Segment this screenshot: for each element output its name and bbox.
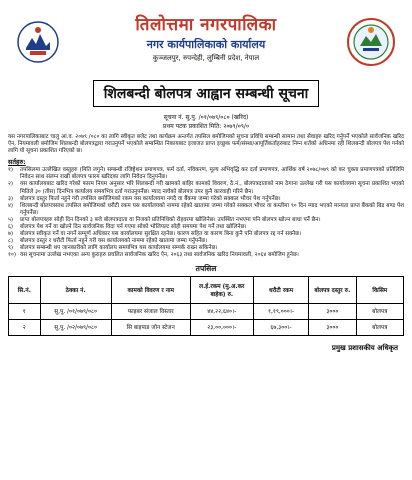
office-address: कुञ्जलपुर, रुपन्देही, लुम्बिनी प्रदेश, नेपाल	[152, 54, 260, 62]
conditions-list	[8, 167, 404, 259]
col-header-contract-no: ठेक्का नं.	[40, 276, 111, 303]
municipality-logo-icon	[346, 16, 396, 68]
condition-number: ५)	[8, 216, 14, 223]
schedule-title: तपसिल	[195, 263, 217, 273]
condition-number: ६)	[8, 224, 14, 231]
col-header-estimate: ल.ई.रकम (मु.अ.कर बाहेक) रु.	[190, 276, 253, 303]
cell-description: सि बाइपाड जोन स्टेजन	[111, 319, 190, 335]
condition-item	[8, 217, 404, 224]
intro-paragraph: यस नगरपालिकाबाट चालु आ.व. २०७९ /०८० का लागि स्वीकृत बजेट तथा कार्यक्रम अन्तर्गत तपसिल बमोजिमको सूचना प्रविधि सम्बन्धी सामान तथा सेवाहरु खरिद गर्नुपर्ने भएकोले सार्वजनिक खरिद ऐन, नियमावली बमोजिम शिलबन्दी बोलपत्रद्वारा गराउनुपर्ने भएकोले सम्बन्धित निकायबाट इजाजत प्राप्त इच्छुक फर्म/संस्था/आपूर्तिकर्ताहरुबाट निम्न शर्तको अधिनमा रही शिलबन्दी बोलपत्र पेश गर्नको लागि यो सूचना प्रकाशित गरिएको छ।	[8, 134, 404, 155]
cell-fee: ३०००	[309, 303, 356, 319]
schedule-table	[8, 276, 404, 336]
office-name: नगर कार्यपालिकाको कार्यालय	[146, 38, 266, 51]
cell-contract-no: सु.पु. /०२/०७९/०८०	[40, 319, 111, 335]
nepal-emblem-icon	[16, 20, 60, 64]
condition-item	[8, 252, 404, 259]
cell-type: बोलपत्र	[356, 303, 403, 319]
cell-deposit: ६७,३००।-	[253, 319, 308, 335]
cell-estimate: ४४,२२,६४०।-	[190, 303, 253, 319]
condition-number: ३)	[8, 195, 14, 202]
cell-description: फाइबर संजाल विस्तार	[111, 303, 190, 319]
condition-number: ९)	[8, 245, 14, 252]
col-header-deposit: धरौटी रकम	[253, 276, 308, 303]
notice-number: सूचना नं. सु.पु. /०१/०७९/०८० (खरिद)	[163, 114, 249, 121]
col-header-description: कामको विवरण र नाम	[111, 276, 190, 303]
condition-text: प्राप्त बोलपत्रहरु सोही दिन दिनको ३ बजे बोलपत्रदाता वा निजको प्रतिनिधिको रोहवरमा खोलिनेछ। उपस्थित नभएमा पनि बोलपत्र खोल्न बाधा पर्ने छैन।	[20, 216, 321, 223]
condition-number: ४)	[8, 202, 14, 209]
condition-number: १०)	[8, 252, 16, 259]
condition-item	[8, 196, 404, 203]
cell-deposit: १,१९,०००।-	[253, 303, 308, 319]
condition-text: बोलपत्र दस्तुर र धरौटी फिर्ता नहुने गरी यस कार्यालयको नाममा रहेको खातामा जम्मा गर्नुपर्नेछ।	[20, 238, 208, 245]
cell-type: बोलपत्र	[356, 319, 403, 335]
condition-number: ८)	[8, 238, 14, 245]
table-row	[9, 319, 404, 335]
condition-text: बोलपत्र पेश गर्ने वा खोल्ने दिन सार्वजनिक विदा पर्न गएमा सोको भोलिपल्ट सोही समयमा पेश गर्ने तथा खोलिनेछ।	[20, 224, 247, 231]
condition-text: यस सूचनामा उल्लेख नभएका अन्य कुराहरु प्रचलित सार्वजनिक खरिद ऐन, २०६३ तथा सार्वजनिक खरिद नियमावली, २०६४ बमोजिम हुनेछ।	[20, 252, 299, 259]
cell-fee: ३०००	[309, 319, 356, 335]
cell-sn: १	[9, 303, 41, 319]
condition-text: बोलपत्र दस्तुर फिर्ता नहुने गरी तपसिल बमोजिमको रकम यस कार्यालयमा नगदै वा बैंकमा जम्मा गरेको सक्कल भौचर पेश गर्नुपर्नेछ।	[20, 195, 281, 202]
col-header-type: किसिम	[356, 276, 403, 303]
col-header-fee: बोलपत्र दस्तुर रु.	[309, 276, 356, 303]
notice-title: शिलबन्दी बोलपत्र आह्वान सम्बन्धी सूचना	[93, 80, 320, 107]
cell-contract-no: सु.पु. /०१/०७९/०८०	[40, 303, 111, 319]
notice-meta	[8, 113, 404, 131]
condition-number: २)	[8, 181, 14, 188]
cell-estimate: २३,००,०००।-	[190, 319, 253, 335]
letterhead	[8, 12, 404, 78]
condition-item	[8, 167, 404, 181]
table-header-row	[9, 276, 404, 303]
condition-text: बोलपत्र सम्बन्धी थप जानकारीको लागि कार्यालय समयभित्र यस कार्यालयमा सम्पर्क राख्न सकिनेछ।	[20, 245, 218, 252]
condition-number: ७)	[8, 231, 14, 238]
signatory-title: प्रमुख प्रशासकीय अधिकृत	[331, 343, 398, 352]
condition-text: तपसिलमा उल्लेखित वस्तुहरु (मिति लगुने) सम्बन्धी रजिष्ट्रेशन प्रमाणपत्र, फर्म दर्ता, नविकरण, मूल्य अभिवृद्धि कर दर्ता प्रमाणपत्र, आर्थिक वर्ष २०७८/०७९ को कर चुक्ता प्रमाणपत्रको प्रतिलिपि निवेदन साथ संलग्न राखी बोलपत्र फारम खरिदका लागि निवेदन दिनुपर्नेछ।	[20, 167, 404, 181]
condition-item	[8, 181, 404, 195]
condition-text: शिलबन्दी बोलपत्रसाथ तपसिल बमोजिमको धरौटी रकम यस कार्यालयको नाममा रहेको खातामा जम्मा गरेको सक्कल भौचर वा कम्तीमा ९० दिन म्याद भएको मान्यता प्राप्त बैंकको बिड बण्ड पेश गर्नुपर्नेछ।	[20, 202, 404, 216]
col-header-sn: सि.नं.	[9, 276, 41, 303]
cell-sn: २	[9, 319, 41, 335]
condition-item	[8, 203, 404, 217]
condition-text: बोलपत्र स्वीकृत गर्ने वा नगर्ने सम्पूर्ण अधिकार यस कार्यालयमा सुरक्षित रहनेछ। कारण सहित वा कारण बिना कुनै पनि बोलपत्र रद्द गर्न सक्नेछ।	[20, 231, 302, 238]
org-name: तिलोत्तमा नगरपालिका	[135, 15, 277, 35]
table-row	[9, 303, 404, 319]
publish-date: प्रथम पटक प्रकाशित मिति: २०७९/०९/०	[162, 123, 250, 130]
condition-number: १)	[8, 167, 14, 174]
condition-text: यस कार्यालयबाट खरिद गरेको फारम नियम अनुसार भरि शिलबन्दी गरी खामको बाहिर कामको विवरण, ठे.नं., बोलपत्रदाताको नाम ठेगाना उल्लेख गरी यस कार्यालयमा सूचना प्रकाशित भएको मितिले ३० (तीस) दिनभित्र कार्यालय समयभित्र दर्ता गराउनुपर्नेछ। म्याद नाघेको बोलपत्र उपर कुनै कारवाही गरिने छैन।	[20, 181, 404, 195]
conditions-heading: सर्तहरु:	[8, 158, 26, 167]
